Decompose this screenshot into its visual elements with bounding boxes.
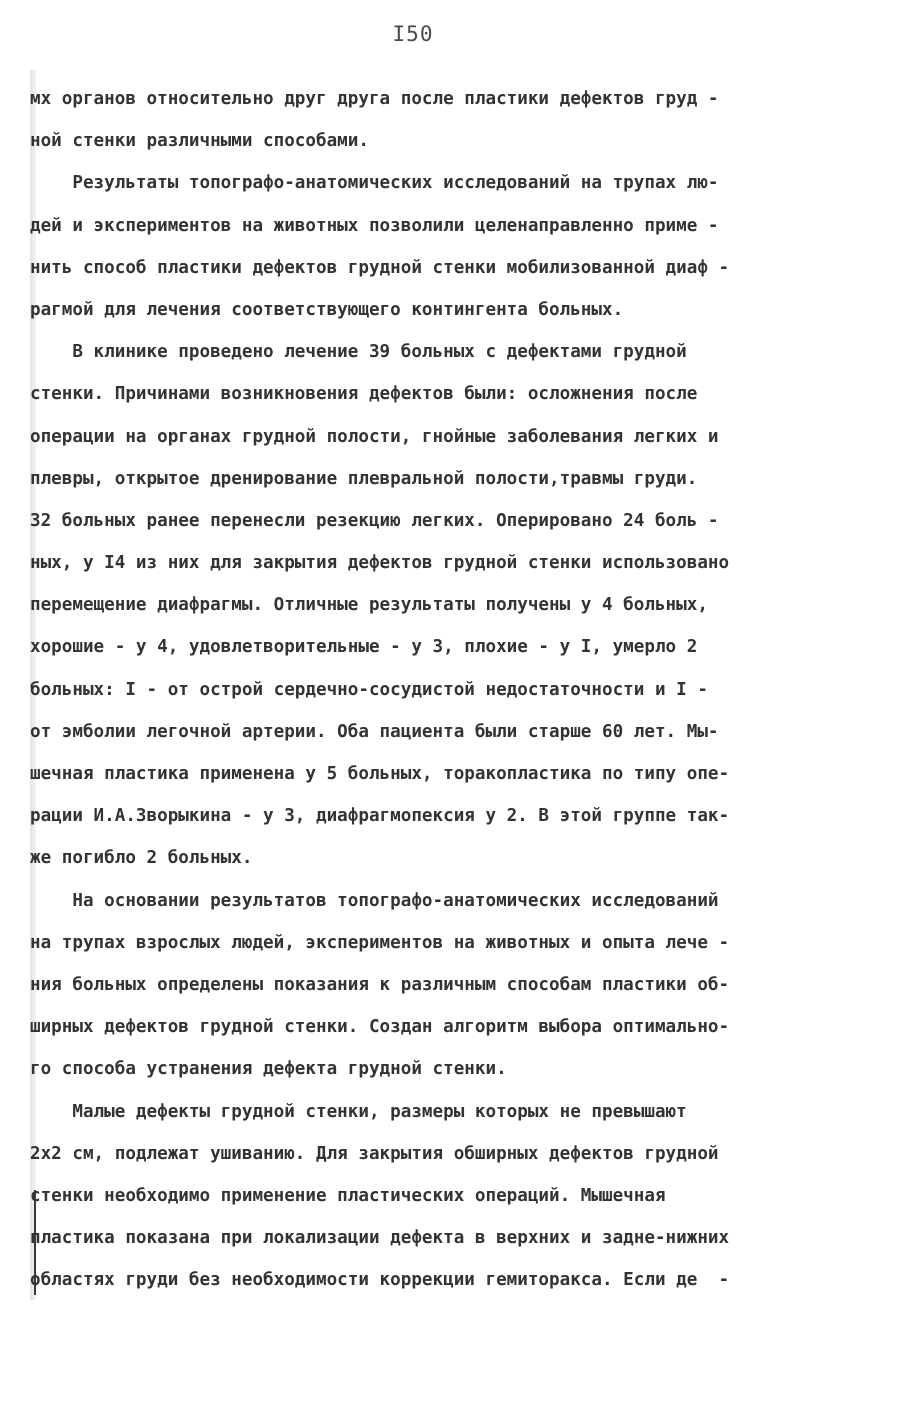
text-line: хорошие - у 4, удовлетворительные - у 3, плохие - у I, умерло 2 xyxy=(30,637,698,658)
text-line: ных, у I4 из них для закрытия дефектов грудной стенки использовано xyxy=(30,553,730,574)
text-line: 2х2 см, подлежат ушиванию. Для закрытия обширных дефектов грудной xyxy=(30,1143,719,1164)
text-line: стенки. Причинами возникновения дефектов были: осложнения после xyxy=(30,384,698,405)
text-line: го способа устранения дефекта грудной стенки. xyxy=(30,1059,507,1080)
page-number: I50 xyxy=(392,22,434,46)
text-line: ширных дефектов грудной стенки. Создан алгоритм выбора оптимально- xyxy=(30,1017,730,1038)
text-line: В клинике проведено лечение 39 больных с дефектами грудной xyxy=(30,342,687,363)
text-line: рации И.А.Зворыкина - у 3, диафрагмопексия у 2. В этой группе так- xyxy=(30,806,730,827)
text-line: рагмой для лечения соответствующего контингента больных. xyxy=(30,299,624,320)
text-line: больных: I - от острой сердечно-сосудистой недостаточности и I - xyxy=(30,679,708,700)
text-line: перемещение диафрагмы. Отличные результаты получены у 4 больных, xyxy=(30,595,708,616)
text-line: на трупах взрослых людей, экспериментов на животных и опыта лече - xyxy=(30,932,730,953)
text-line: Малые дефекты грудной стенки, размеры которых не превышают xyxy=(30,1101,687,1122)
text-line: стенки необходимо применение пластических операций. Мышечная xyxy=(30,1185,666,1206)
text-line: пластика показана при локализации дефекта в верхних и задне-нижних xyxy=(30,1228,730,1249)
text-line: На основании результатов топографо-анатомических исследований xyxy=(30,890,719,911)
text-line: дей и экспериментов на животных позволили целенаправленно приме - xyxy=(30,215,719,236)
text-line: нить способ пластики дефектов грудной стенки мобилизованной диаф - xyxy=(30,257,730,278)
text-line: плевры, открытое дренирование плевральной полости,травмы груди. xyxy=(30,468,698,489)
text-line: областях груди без необходимости коррекции гемиторакса. Если де - xyxy=(30,1270,730,1291)
text-line: операции на органах грудной полости, гнойные заболевания легких и xyxy=(30,426,719,447)
text-line: ния больных определены показания к различным способам пластики об- xyxy=(30,974,730,995)
text-line: же погибло 2 больных. xyxy=(30,848,253,869)
text-line: Результаты топографо-анатомических исследований на трупах лю- xyxy=(30,173,719,194)
body-text xyxy=(30,78,890,1301)
text-line: 32 больных ранее перенесли резекцию легких. Оперировано 24 боль - xyxy=(30,510,719,531)
text-line: шечная пластика применена у 5 больных, торакопластика по типу опе- xyxy=(30,764,730,784)
text-line: мх органов относительно друг друга после пластики дефектов груд - xyxy=(30,89,719,109)
text-line: от эмболии легочной артерии. Оба пациента были старше 60 лет. Мы- xyxy=(30,721,719,742)
text-line: ной стенки различными способами. xyxy=(30,131,369,152)
